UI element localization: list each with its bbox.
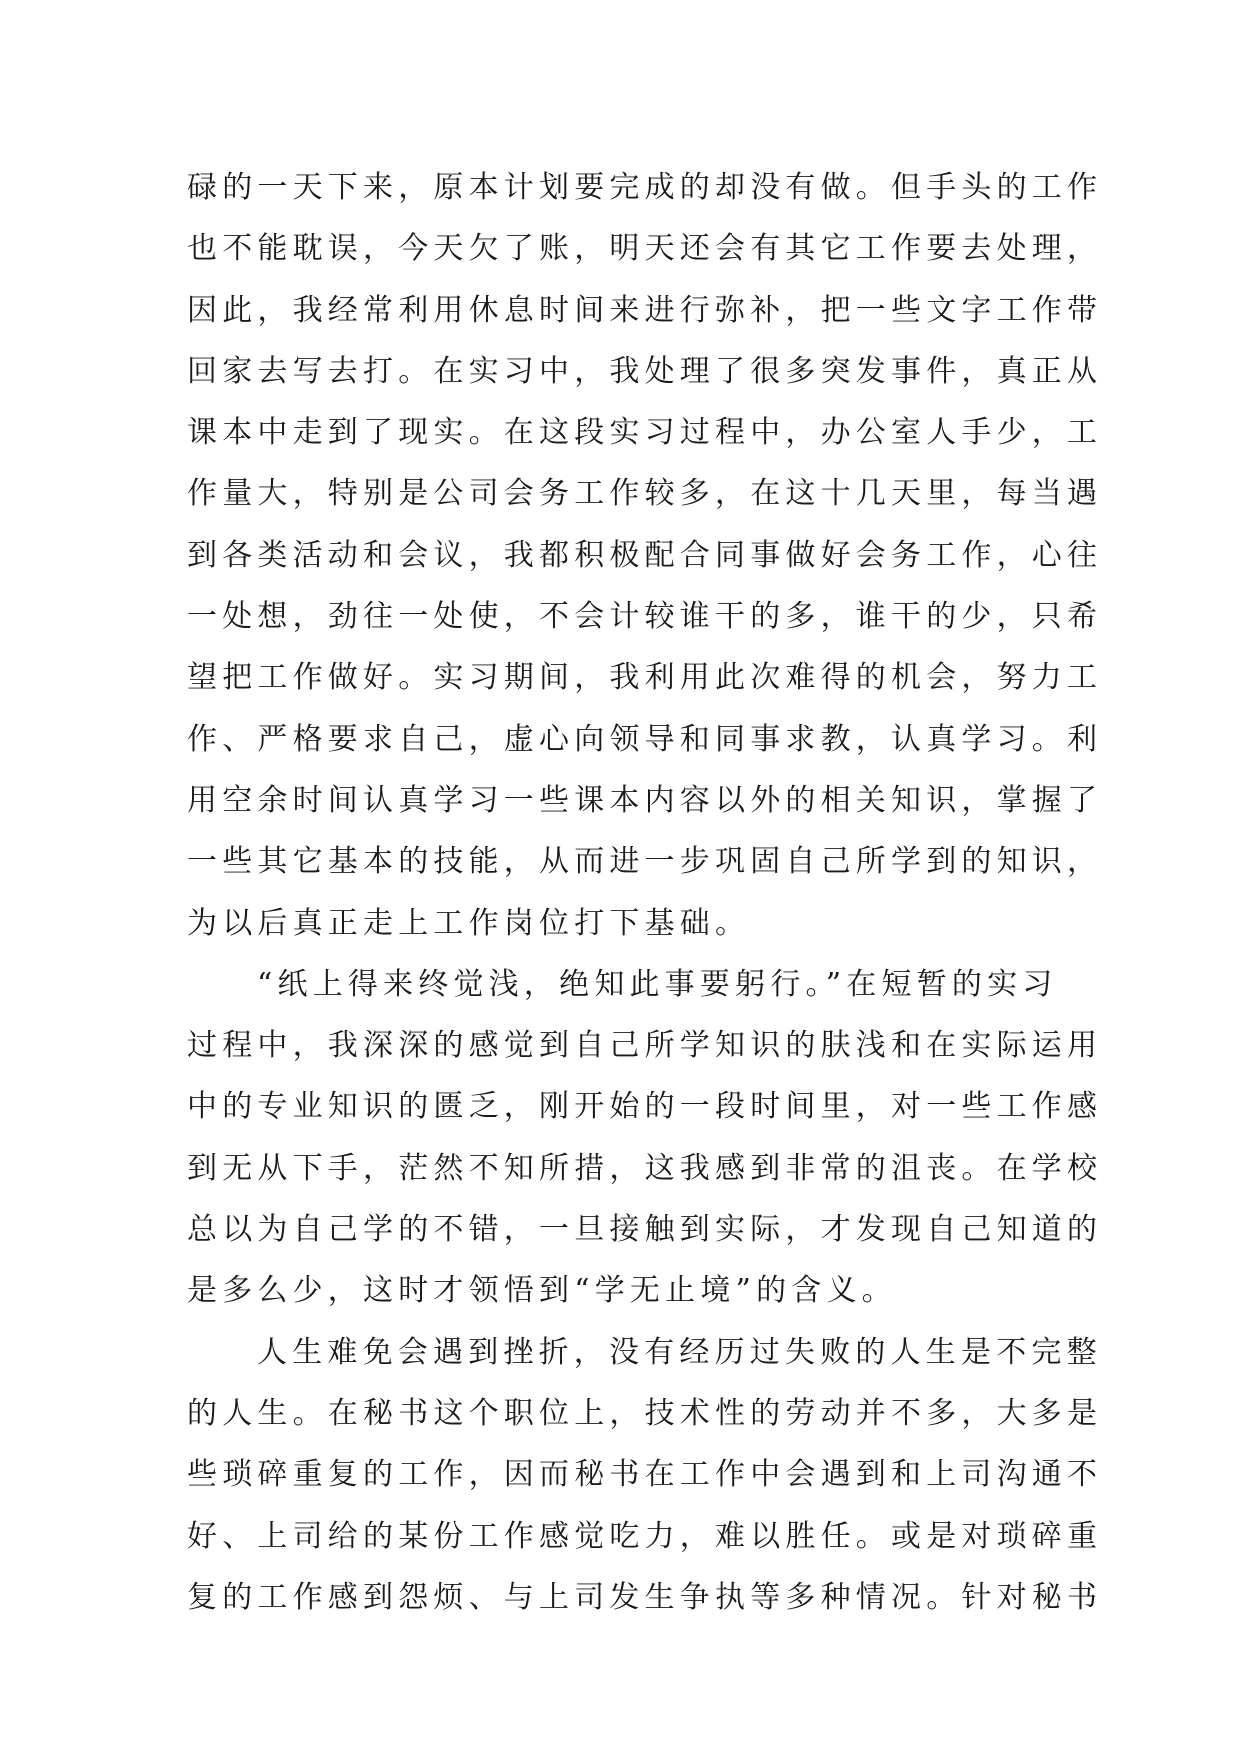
- text-line: 回家去写去打。在实习中，我处理了很多突发事件，真正从: [187, 353, 1103, 389]
- text-line: 因此，我经常利用休息时间来进行弥补，把一些文字工作带: [187, 292, 1103, 328]
- text-line: 作量大，特别是公司会务工作较多，在这十几天里，每当遇: [187, 476, 1103, 512]
- text-line: 碌的一天下来，原本计划要完成的却没有做。但手头的工作: [187, 170, 1103, 205]
- paragraph-first-line: 人生难免会遇到挫折，没有经历过失败的人生是不完整: [257, 1334, 1102, 1370]
- text-line: 总以为自己学的不错，一旦接触到实际，才发现自己知道的: [187, 1212, 1103, 1248]
- text-line: 是多么少，这时才领悟到“学无止境”的含义。: [187, 1273, 897, 1309]
- text-line: 中的专业知识的匮乏，刚开始的一段时间里，对一些工作感: [187, 1089, 1103, 1125]
- body-text: [187, 157, 1103, 1628]
- text-line: 为以后真正走上工作岗位打下基础。: [187, 905, 751, 941]
- text-line: 课本中走到了现实。在这段实习过程中，办公室人手少，工: [187, 415, 1103, 451]
- paragraph-first-line: “纸上得来终觉浅，绝知此事要躬行。”在短暂的实习: [257, 966, 1058, 1002]
- text-line: 也不能耽误，今天欠了账，明天还会有其它工作要去处理，: [187, 231, 1103, 267]
- text-line: 一处想，劲往一处使，不会计较谁干的多，谁干的少，只希: [187, 599, 1103, 635]
- text-line: 用空余时间认真学习一些课本内容以外的相关知识，掌握了: [187, 782, 1103, 818]
- text-line: 好、上司给的某份工作感觉吃力，难以胜任。或是对琐碎重: [187, 1518, 1103, 1554]
- text-line: 望把工作做好。实习期间，我利用此次难得的机会，努力工: [187, 660, 1103, 696]
- text-line: 到各类活动和会议，我都积极配合同事做好会务工作，心往: [187, 537, 1103, 573]
- text-line: 作、严格要求自己，虚心向领导和同事求教，认真学习。利: [187, 721, 1103, 757]
- text-line: 一些其它基本的技能，从而进一步巩固自己所学到的知识，: [187, 844, 1103, 880]
- text-line: 复的工作感到怨烦、与上司发生争执等多种情况。针对秘书: [187, 1579, 1103, 1615]
- text-line: 的人生。在秘书这个职位上，技术性的劳动并不多，大多是: [187, 1395, 1103, 1431]
- text-line: 些琐碎重复的工作，因而秘书在工作中会遇到和上司沟通不: [187, 1457, 1103, 1493]
- text-line: 过程中，我深深的感觉到自己所学知识的肤浅和在实际运用: [187, 1028, 1103, 1064]
- text-line: 到无从下手，茫然不知所措，这我感到非常的沮丧。在学校: [187, 1150, 1103, 1186]
